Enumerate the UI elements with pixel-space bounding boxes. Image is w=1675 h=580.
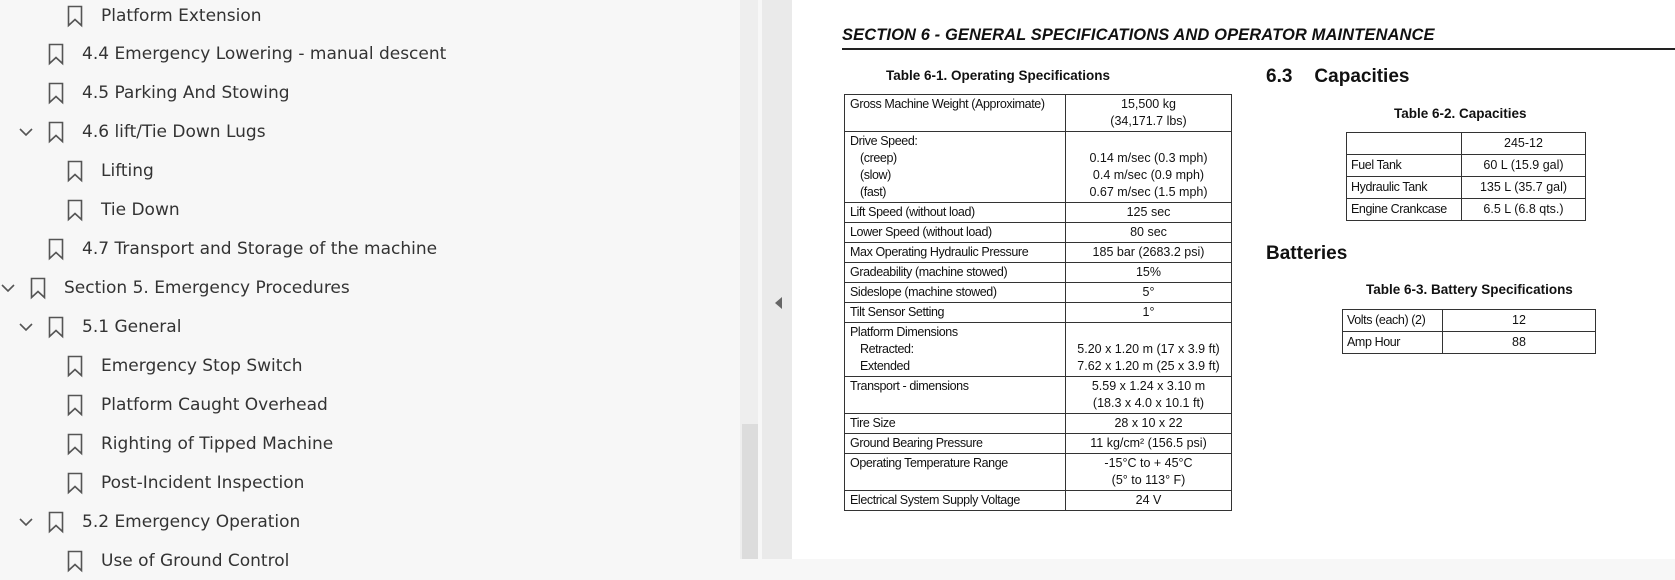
bookmark-label: 5.2 Emergency Operation: [82, 512, 301, 532]
cell-line: Drive Speed:: [850, 134, 918, 148]
table-cell: Fuel Tank: [1347, 155, 1462, 177]
section-rule: [842, 48, 1675, 50]
table-title: Table 6-3. Battery Specifications: [1366, 282, 1573, 297]
table-cell: 6.5 L (6.8 qts.): [1462, 199, 1586, 221]
table-row: [1347, 177, 1586, 199]
bookmark-label: 4.6 lift/Tie Down Lugs: [82, 122, 266, 142]
table-cell: Tilt Sensor Setting: [845, 303, 1066, 323]
table-row: [1343, 310, 1596, 332]
bookmark-label: 4.4 Emergency Lowering - manual descent: [82, 44, 447, 64]
bookmark-label: 5.1 General: [82, 317, 182, 337]
cell-line: 15,500 kg: [1121, 97, 1176, 111]
bookmark-item[interactable]: [18, 308, 181, 346]
cell-line: 0.4 m/sec (0.9 mph): [1092, 168, 1205, 182]
subsection-heading: [1266, 66, 1409, 88]
chevron-down-icon[interactable]: [18, 124, 34, 140]
bookmark-label: Tie Down: [101, 200, 180, 220]
bookmark-item[interactable]: [48, 230, 437, 268]
cell-line: (slow): [860, 168, 891, 182]
sidebar-scrollbar-thumb[interactable]: [742, 424, 758, 559]
bookmark-label: 4.5 Parking And Stowing: [82, 83, 290, 103]
triangle-left-icon: [773, 294, 783, 312]
bookmark-item[interactable]: [67, 152, 154, 190]
cell-line: (creep): [860, 151, 897, 165]
table-cell: 245-12: [1462, 133, 1586, 155]
bookmark-label: Post-Incident Inspection: [101, 473, 305, 493]
table-row: [845, 454, 1232, 491]
table-row: [1347, 155, 1586, 177]
cell-line: Retracted:: [860, 342, 914, 356]
bookmark-icon: [67, 433, 83, 455]
table-cell: 185 bar (2683.2 psi): [1066, 243, 1232, 263]
bookmark-item[interactable]: [67, 464, 304, 502]
bookmark-label: Use of Ground Control: [101, 551, 290, 571]
table-cell: Volts (each) (2): [1343, 310, 1443, 332]
table-cell: Operating Temperature Range: [845, 454, 1066, 491]
table-cell: Electrical System Supply Voltage: [845, 491, 1066, 511]
bookmark-item[interactable]: [67, 425, 333, 463]
table-cell: Sideslope (machine stowed): [845, 283, 1066, 303]
table-row: [845, 434, 1232, 454]
cell-line: 5.20 x 1.20 m (17 x 3.9 ft): [1077, 342, 1220, 356]
cell-line: -15°C to + 45°C: [1104, 456, 1193, 470]
table-title: Table 6-2. Capacities: [1394, 106, 1527, 121]
table-row: [1343, 332, 1596, 354]
capacities-table: [1346, 132, 1586, 221]
bookmark-label: Emergency Stop Switch: [101, 356, 303, 376]
bookmark-label: Platform Caught Overhead: [101, 395, 328, 415]
bookmark-item[interactable]: [48, 35, 446, 73]
table-row: [1347, 133, 1586, 155]
table-cell: Tire Size: [845, 414, 1066, 434]
document-page: [792, 0, 1675, 559]
cell-line: 5.59 x 1.24 x 3.10 m: [1091, 379, 1206, 393]
table-cell: [1066, 132, 1232, 203]
bookmark-icon: [67, 394, 83, 416]
table-cell: Lower Speed (without load): [845, 223, 1066, 243]
cell-line: Platform Dimensions: [850, 325, 958, 339]
battery-specifications-table: [1342, 309, 1596, 354]
bookmark-icon: [48, 316, 64, 338]
chevron-down-icon[interactable]: [0, 280, 16, 296]
bookmark-item[interactable]: [48, 74, 290, 112]
cell-line: 7.62 x 1.20 m (25 x 3.9 ft): [1077, 359, 1220, 373]
table-cell: [845, 132, 1066, 203]
table-row: [845, 377, 1232, 414]
table-cell: Engine Crankcase: [1347, 199, 1462, 221]
subsection-number: 6.3: [1266, 66, 1293, 87]
table-cell: 135 L (35.7 gal): [1462, 177, 1586, 199]
table-cell: [1347, 133, 1462, 155]
table-cell: 12: [1443, 310, 1596, 332]
table-cell: Ground Bearing Pressure: [845, 434, 1066, 454]
table-cell: 5°: [1066, 283, 1232, 303]
table-cell: Gradeability (machine stowed): [845, 263, 1066, 283]
collapse-panel-button[interactable]: [773, 294, 783, 312]
chevron-down-icon[interactable]: [18, 319, 34, 335]
bookmark-icon: [48, 511, 64, 533]
bookmark-label: 4.7 Transport and Storage of the machine: [82, 239, 438, 259]
bookmark-icon: [30, 277, 46, 299]
table-cell: 1°: [1066, 303, 1232, 323]
table-cell: Gross Machine Weight (Approximate): [845, 95, 1066, 132]
bookmark-icon: [48, 82, 64, 104]
table-cell: 125 sec: [1066, 203, 1232, 223]
bookmark-item[interactable]: [0, 269, 350, 307]
bookmark-icon: [67, 5, 83, 27]
table-row: [845, 263, 1232, 283]
table-cell: [1066, 454, 1232, 491]
table-cell: 60 L (15.9 gal): [1462, 155, 1586, 177]
table-cell: Hydraulic Tank: [1347, 177, 1462, 199]
subsection-title: Capacities: [1314, 66, 1410, 87]
bookmark-icon: [48, 121, 64, 143]
cell-line: 0.14 m/sec (0.3 mph): [1089, 151, 1208, 165]
table-row: [845, 95, 1232, 132]
table-cell: [845, 323, 1066, 377]
bookmark-icon: [48, 43, 64, 65]
table-row: [845, 132, 1232, 203]
section-title: SECTION 6 - GENERAL SPECIFICATIONS AND OPERATOR MAINTENANCE: [842, 26, 1435, 44]
table-cell: Amp Hour: [1343, 332, 1443, 354]
bookmark-label: Platform Extension: [101, 6, 262, 26]
table-cell: [1066, 377, 1232, 414]
bookmark-label: Section 5. Emergency Procedures: [64, 278, 350, 298]
bookmark-item[interactable]: [67, 542, 289, 580]
table-cell: 24 V: [1066, 491, 1232, 511]
table-cell: 11 kg/cm² (156.5 psi): [1066, 434, 1232, 454]
bookmark-label: Lifting: [101, 161, 154, 181]
table-cell: 88: [1443, 332, 1596, 354]
bookmark-item[interactable]: [67, 386, 328, 424]
bookmark-item[interactable]: [67, 191, 180, 229]
bookmark-icon: [67, 472, 83, 494]
table-cell: 28 x 10 x 22: [1066, 414, 1232, 434]
operating-specifications-table: [844, 94, 1232, 511]
table-row: [1347, 199, 1586, 221]
table-row: [845, 323, 1232, 377]
bookmarks-panel: [0, 0, 740, 571]
table-row: [845, 414, 1232, 434]
bookmark-icon: [67, 199, 83, 221]
cell-line: (5° to 113° F): [1111, 473, 1186, 487]
table-cell: Lift Speed (without load): [845, 203, 1066, 223]
subsection-heading: Batteries: [1266, 243, 1348, 264]
table-cell: [1066, 323, 1232, 377]
bookmark-item[interactable]: [67, 0, 262, 35]
bookmark-icon: [48, 238, 64, 260]
bookmark-icon: [67, 355, 83, 377]
cell-line: (18.3 x 4.0 x 10.1 ft): [1092, 396, 1205, 410]
chevron-down-icon[interactable]: [18, 514, 34, 530]
table-row: [845, 223, 1232, 243]
table-row: [845, 303, 1232, 323]
bookmark-label: Righting of Tipped Machine: [101, 434, 334, 454]
bookmark-icon: [67, 550, 83, 572]
cell-line: (fast): [860, 185, 887, 199]
cell-line: Extended: [860, 359, 910, 373]
bookmark-item[interactable]: [18, 113, 266, 151]
table-row: [845, 203, 1232, 223]
table-row: [845, 243, 1232, 263]
table-title: Table 6-1. Operating Specifications: [886, 68, 1111, 83]
table-cell: Transport - dimensions: [845, 377, 1066, 414]
cell-line: 0.67 m/sec (1.5 mph): [1089, 185, 1208, 199]
table-row: [845, 491, 1232, 511]
bookmark-item[interactable]: [18, 503, 300, 541]
panel-divider[interactable]: [762, 0, 792, 559]
bookmark-item[interactable]: [67, 347, 303, 385]
table-cell: Max Operating Hydraulic Pressure: [845, 243, 1066, 263]
cell-line: (34,171.7 lbs): [1110, 114, 1187, 128]
table-cell: [1066, 95, 1232, 132]
table-row: [845, 283, 1232, 303]
table-cell: 80 sec: [1066, 223, 1232, 243]
table-cell: 15%: [1066, 263, 1232, 283]
bookmark-icon: [67, 160, 83, 182]
